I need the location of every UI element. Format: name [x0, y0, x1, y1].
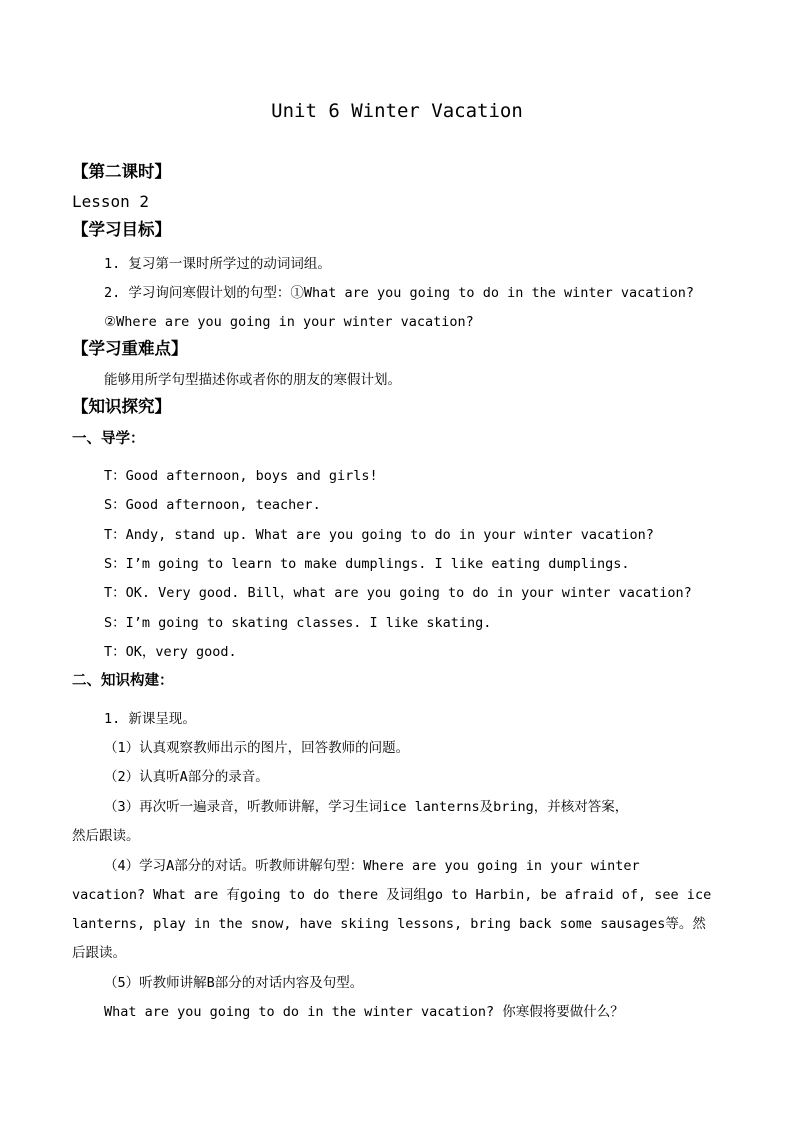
construct-line: 1. 新课呈现。: [104, 711, 196, 727]
dialogue-line: T：OK. Very good. Bill，what are you going to do in your winter vacation?: [104, 585, 692, 601]
construct-line: What are you going to do in the winter vacation? 你寒假将要做什么？: [104, 1004, 624, 1020]
dialogue-line: S：I’m going to skating classes. I like skating.: [104, 615, 492, 631]
dialogue-line: T：Good afternoon, boys and girls!: [104, 468, 378, 484]
objective-3: ②Where are you going in your winter vacation?: [104, 314, 474, 330]
document-title: Unit 6 Winter Vacation: [271, 100, 523, 122]
construct-line: 然后跟读。: [72, 828, 140, 844]
objective-1: 1. 复习第一课时所学过的动词词组。: [104, 256, 331, 272]
period-heading: 【第二课时】: [72, 162, 171, 181]
dialogue-line: S：Good afternoon, teacher.: [104, 497, 321, 513]
key-points-heading: 【学习重难点】: [72, 339, 188, 358]
objective-2: 2. 学习询问寒假计划的句型：①What are you going to do in the winter vacation?: [104, 285, 695, 301]
key-points-text: 能够用所学句型描述你或者你的朋友的寒假计划。: [104, 372, 401, 388]
construct-line: （3）再次听一遍录音，听教师讲解，学习生词ice lanterns及bring，并核对答案，: [104, 799, 629, 815]
dialogue-line: S：I’m going to learn to make dumplings. I like eating dumplings.: [104, 556, 630, 572]
construct-line: vacation? What are 有going to do there 及词组go to Harbin, be afraid of, see ice: [72, 887, 712, 903]
objectives-heading: 【学习目标】: [72, 220, 171, 239]
dialogue-line: T：OK，very good.: [104, 644, 237, 660]
construct-line: （2）认真听A部分的录音。: [104, 769, 269, 785]
construct-line: （1）认真观察教师出示的图片，回答教师的问题。: [104, 740, 410, 756]
dialogue-line: T：Andy, stand up. What are you going to do in your winter vacation?: [104, 527, 654, 543]
construct-line: lanterns, play in the snow, have skiing lessons, bring back some sausages等。然: [72, 916, 706, 932]
section1-heading: 一、导学：: [72, 431, 145, 447]
construct-line: （4）学习A部分的对话。听教师讲解句型：Where are you going in your winter: [104, 858, 640, 874]
explore-heading: 【知识探究】: [72, 397, 171, 416]
construct-line: （5）听教师讲解B部分的对话内容及句型。: [104, 975, 364, 991]
section2-heading: 二、知识构建：: [72, 673, 174, 689]
construct-line: 后跟读。: [72, 945, 126, 961]
lesson-label: Lesson 2: [72, 192, 150, 211]
